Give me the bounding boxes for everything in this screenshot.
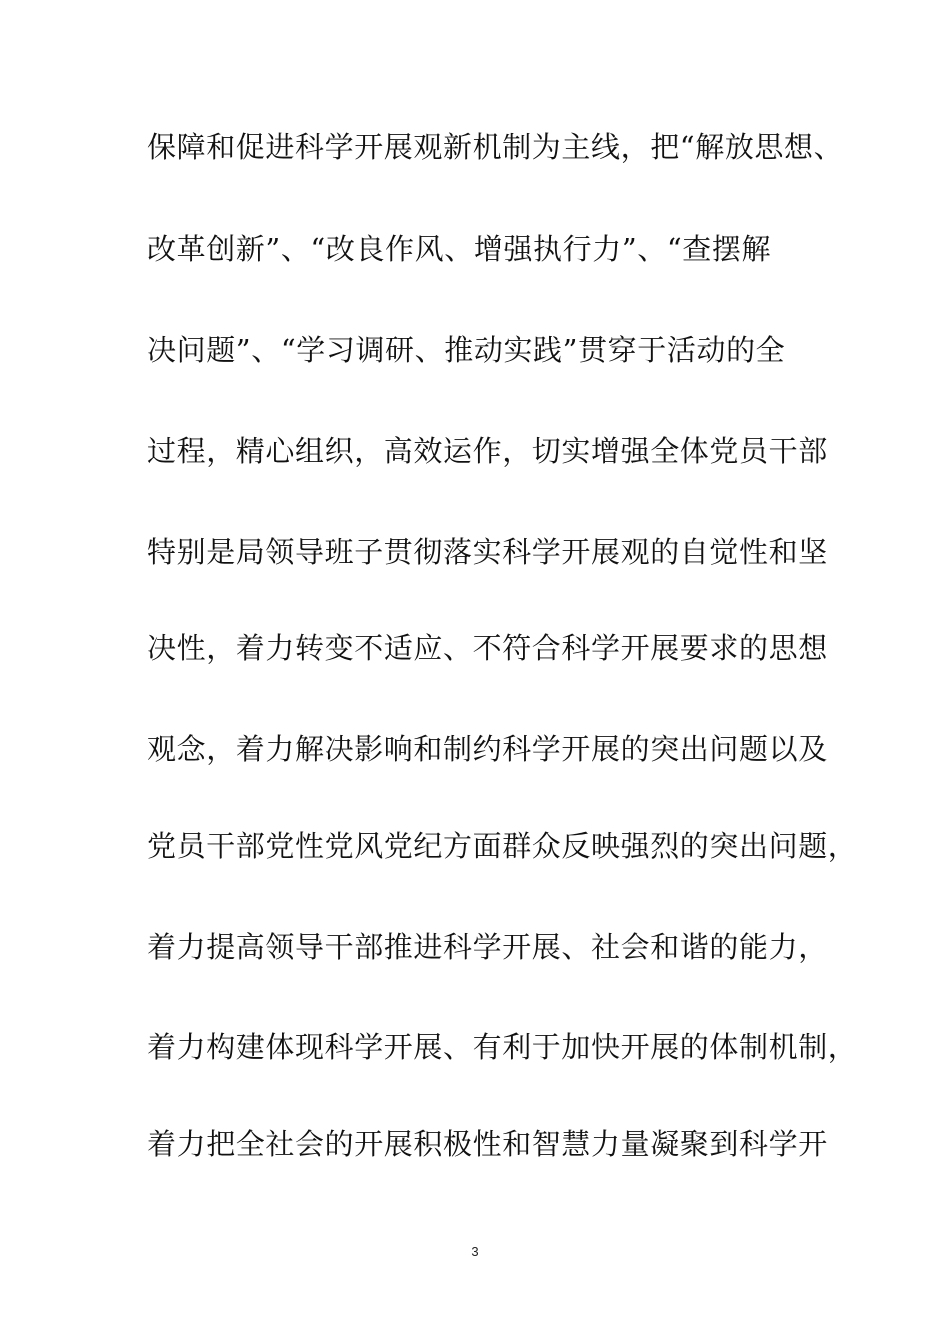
body-text-line: 过程，精心组织，高效运作，切实增强全体党员干部	[147, 434, 828, 468]
page-number: 3	[471, 1244, 479, 1259]
body-text-line: 着力把全社会的开展积极性和智慧力量凝聚到科学开	[147, 1127, 828, 1161]
body-text-line: 着力构建体现科学开展、有利于加快开展的体制机制，	[147, 1030, 858, 1064]
body-text-line: 保障和促进科学开展观新机制为主线，把“解放思想、	[147, 130, 844, 164]
body-text-line: 决问题”、“学习调研、推动实践”贯穿于活动的全	[147, 333, 786, 367]
body-text-line: 观念，着力解决影响和制约科学开展的突出问题以及	[147, 732, 828, 766]
body-text-line: 党员干部党性党风党纪方面群众反映强烈的突出问题，	[147, 829, 858, 863]
body-text-line: 特别是局领导班子贯彻落实科学开展观的自觉性和坚	[147, 535, 828, 569]
body-text-line: 决性，着力转变不适应、不符合科学开展要求的思想	[147, 631, 828, 665]
body-text-line: 改革创新”、“改良作风、增强执行力”、“查摆解	[147, 232, 772, 266]
body-text-line: 着力提高领导干部推进科学开展、社会和谐的能力，	[147, 930, 828, 964]
